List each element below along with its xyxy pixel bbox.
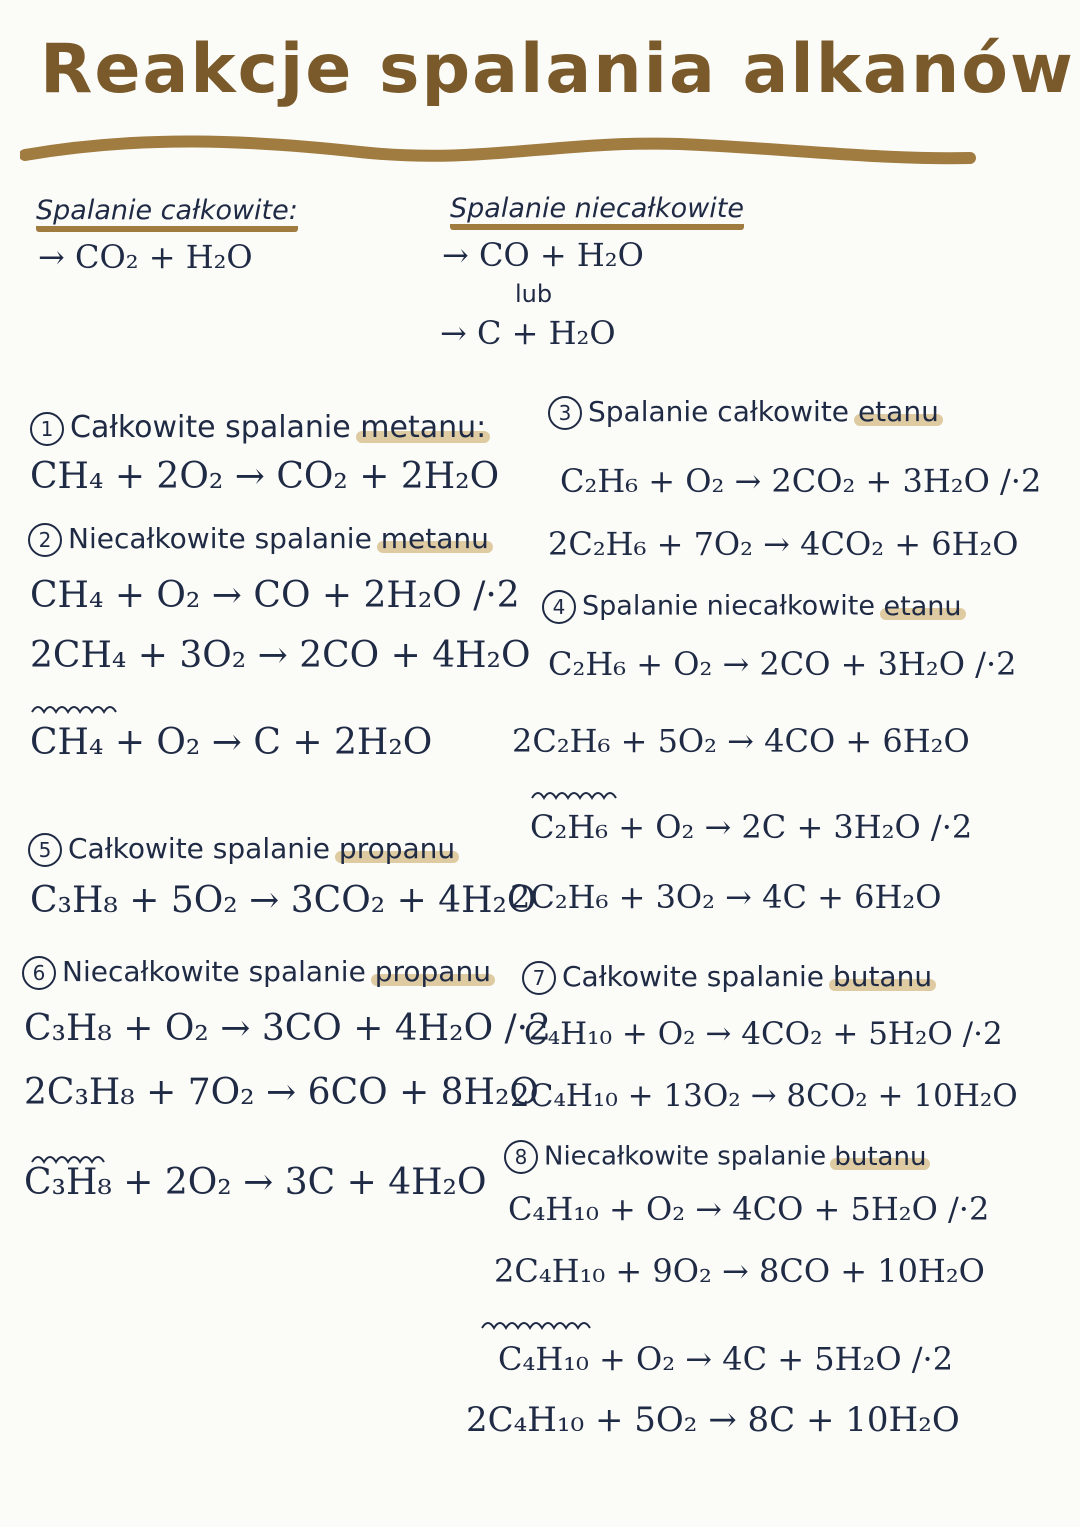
section-6-eq-2: 2C₃H₈ + 7O₂ → 6CO + 8H₂O (24, 1072, 539, 1113)
section-3-prefix: Spalanie całkowite (588, 395, 850, 428)
section-8-eq-1: C₄H₁₀ + O₂ → 4CO + 5H₂O /·2 (508, 1190, 990, 1228)
section-5-heading (28, 832, 455, 867)
section-5-prefix: Całkowite spalanie (68, 832, 331, 865)
section-8-eq-2: 2C₄H₁₀ + 9O₂ → 8CO + 10H₂O (494, 1252, 985, 1290)
section-8-prefix: Niecałkowite spalanie (544, 1141, 827, 1172)
section-8-eq-4: 2C₄H₁₀ + 5O₂ → 8C + 10H₂O (466, 1400, 960, 1440)
section-5-number: 5 (28, 833, 62, 867)
section-1-heading (30, 410, 486, 446)
section-8-name: butanu (834, 1141, 927, 1172)
section-4-eq-1: C₂H₆ + O₂ → 2CO + 3H₂O /·2 (548, 645, 1017, 683)
header-incomplete-label: Spalanie niecałkowite (450, 193, 744, 230)
section-6-number: 6 (22, 956, 56, 990)
section-3-number: 3 (548, 396, 582, 430)
section-8-number: 8 (504, 1140, 538, 1174)
header-incomplete-product-2: → C + H₂O (440, 314, 616, 352)
section-8-eq-3: C₄H₁₀ + O₂ → 4C + 5H₂O /·2 (498, 1340, 954, 1378)
section-4-eq-2: 2C₂H₆ + 5O₂ → 4CO + 6H₂O (512, 722, 970, 760)
squiggle-right-1 (530, 786, 630, 802)
section-7-eq-2: 2C₄H₁₀ + 13O₂ → 8CO₂ + 10H₂O (510, 1078, 1018, 1114)
section-2-heading (28, 522, 489, 557)
squiggle-right-2 (480, 1316, 605, 1332)
section-6-eq-3: C₃H₈ + 2O₂ → 3C + 4H₂O (24, 1162, 487, 1203)
page-title: Reakcje spalania alkanów (40, 30, 1075, 109)
section-1-eq: CH₄ + 2O₂ → CO₂ + 2H₂O (30, 456, 500, 497)
section-6-name: propanu (374, 955, 491, 988)
header-incomplete-product-1: → CO + H₂O (442, 236, 644, 274)
section-4-name: etanu (883, 590, 962, 622)
section-4-heading (542, 590, 962, 624)
section-3-heading (548, 395, 939, 430)
title-underline-wave (20, 130, 980, 190)
header-complete (36, 195, 298, 226)
header-complete-product: → CO₂ + H₂O (38, 238, 253, 276)
section-6-heading (22, 955, 491, 990)
section-5-eq: C₃H₈ + 5O₂ → 3CO₂ + 4H₂O (30, 880, 537, 921)
section-3-eq-2: 2C₂H₆ + 7O₂ → 4CO₂ + 6H₂O (548, 525, 1019, 563)
section-7-name: butanu (832, 960, 933, 993)
section-2-eq-3: CH₄ + O₂ → C + 2H₂O (30, 722, 433, 763)
section-5-name: propanu (338, 832, 456, 865)
section-2-eq-2: 2CH₄ + 3O₂ → 2CO + 4H₂O (30, 635, 531, 676)
section-4-eq-4: 2C₂H₆ + 3O₂ → 4C + 6H₂O (510, 878, 942, 916)
section-3-eq-1: C₂H₆ + O₂ → 2CO₂ + 3H₂O /·2 (560, 462, 1042, 500)
section-7-number: 7 (522, 961, 556, 995)
section-7-heading (522, 960, 932, 995)
section-2-prefix: Niecałkowite spalanie (68, 522, 372, 555)
section-2-name: metanu (380, 522, 489, 555)
section-7-eq-1: C₄H₁₀ + O₂ → 4CO₂ + 5H₂O /·2 (524, 1016, 1003, 1052)
section-4-eq-3: C₂H₆ + O₂ → 2C + 3H₂O /·2 (530, 808, 973, 846)
section-1-number: 1 (30, 412, 64, 446)
section-2-eq-1: CH₄ + O₂ → CO + 2H₂O /·2 (30, 575, 520, 616)
section-4-number: 4 (542, 590, 576, 624)
section-6-eq-1: C₃H₈ + O₂ → 3CO + 4H₂O /·2 (24, 1008, 552, 1049)
section-6-prefix: Niecałkowite spalanie (62, 955, 366, 988)
header-complete-label: Spalanie całkowite: (36, 195, 298, 232)
squiggle-left-1 (30, 700, 130, 716)
section-1-prefix: Całkowite spalanie (70, 410, 351, 445)
section-8-heading (504, 1140, 926, 1174)
section-4-prefix: Spalanie niecałkowite (582, 590, 875, 622)
section-2-number: 2 (28, 523, 62, 557)
section-3-name: etanu (857, 395, 939, 428)
section-1-name: metanu: (360, 410, 487, 445)
section-7-prefix: Całkowite spalanie (562, 960, 825, 993)
header-or: lub (515, 280, 553, 308)
header-incomplete (450, 193, 744, 224)
